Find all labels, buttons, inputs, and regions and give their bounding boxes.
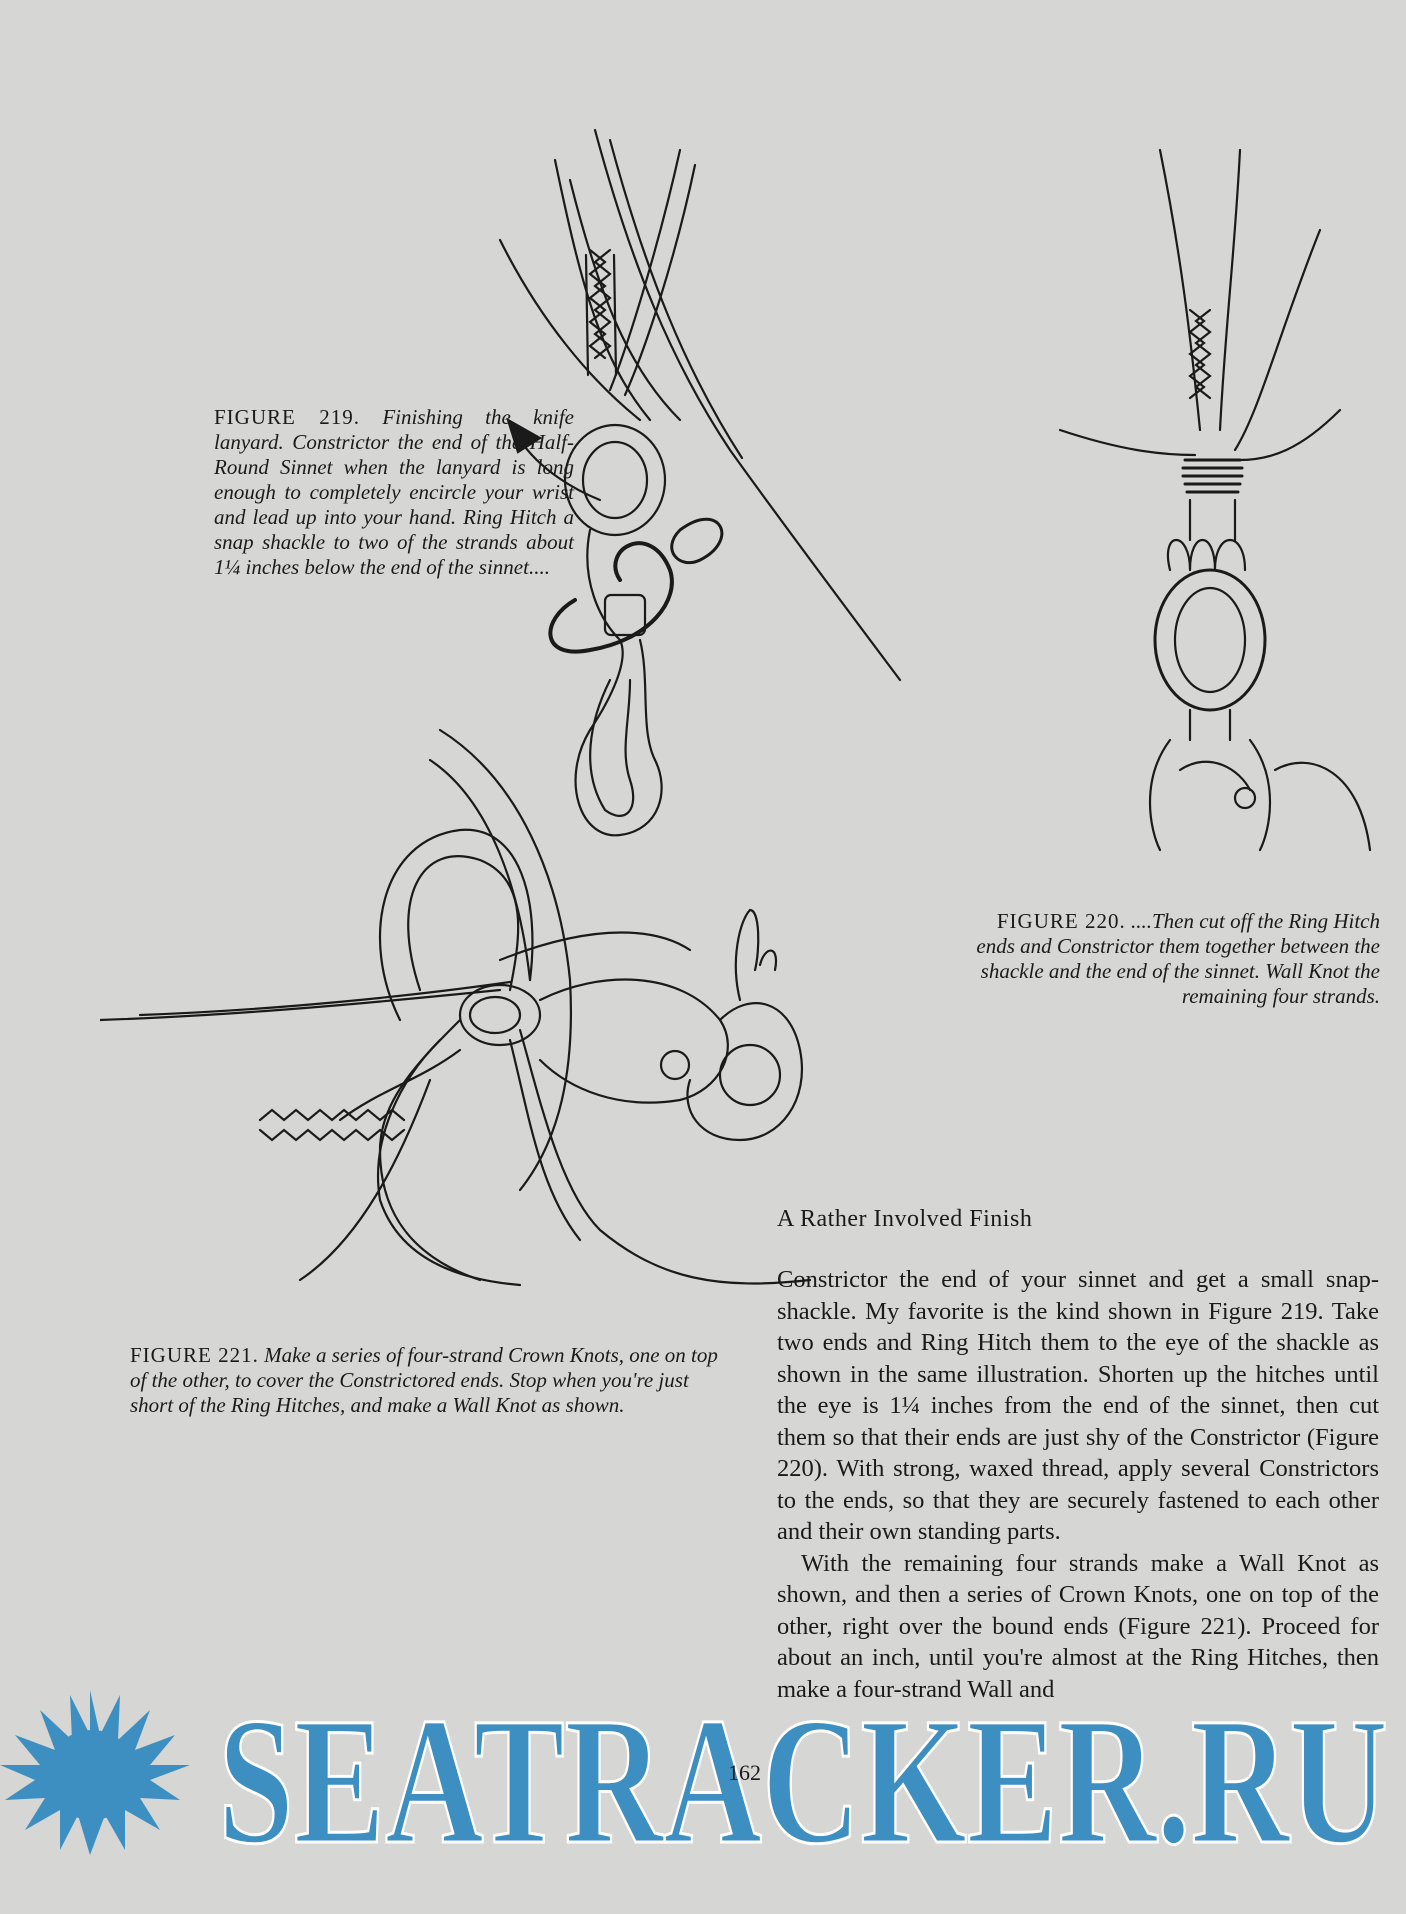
body-paragraph-2: With the remaining four strands make a Wall Knot as shown, and then a series of Crown Knots, one on top of the other, right over the bound ends (Figure 221). Proceed for about an inch, until you're almost at the Ring Hitches, then make a four-strand Wall and [777, 1549, 1379, 1703]
section-heading: A Rather Involved Finish [777, 1206, 1033, 1232]
figure-221-label: FIGURE 221. [130, 1343, 259, 1367]
section-body [777, 1264, 1379, 1705]
figure-219-caption [214, 405, 574, 580]
figure-220-label: FIGURE 220. [996, 909, 1126, 933]
body-paragraph-1: Constrictor the end of your sinnet and get a small snap-shackle. My favorite is the kind shown in Figure 219. Take two ends and Ring Hitch them to the eye of the shackle as shown in the same illustration. Shorten up the hitches until the eye is 1¼ inches from the end of the sinnet, then cut them so that their ends are just shy of the Constrictor (Figure 220). With strong, waxed thread, apply several Constrictors to the ends, so that they are securely fastened to each other and their own standing parts. [777, 1266, 1379, 1545]
figure-220-illustration [1040, 130, 1380, 860]
sun-logo-icon [0, 1690, 190, 1855]
figure-221-text: Make a series of four-strand Crown Knots, one on top of the other, to cover the Constrictored ends. Stop when you're just short of the Ring Hitches, and make a Wall Knot as shown. [130, 1343, 718, 1417]
watermark [0, 1680, 1406, 1860]
figure-221-illustration [100, 720, 890, 1320]
page-number: 162 [728, 1760, 761, 1785]
figure-219-text: Finishing the knife lanyard. Constrictor the end of the Half-Round Sinnet when the lanyard is long enough to completely encircle your wrist and lead up into your hand. Ring Hitch a snap shackle to two of the strands about 1¼ inches below the end of the sinnet.... [214, 405, 574, 579]
figure-220-caption [960, 909, 1380, 1009]
watermark-text: SEATRACKER.RU [218, 1681, 1388, 1860]
figure-220-text: ....Then cut off the Ring Hitch ends and Constrictor them together between the shackle and the end of the sinnet. Wall Knot the remaining four strands. [976, 909, 1380, 1008]
figure-221-caption [130, 1343, 730, 1418]
figure-219-label: FIGURE 219. [214, 405, 360, 429]
